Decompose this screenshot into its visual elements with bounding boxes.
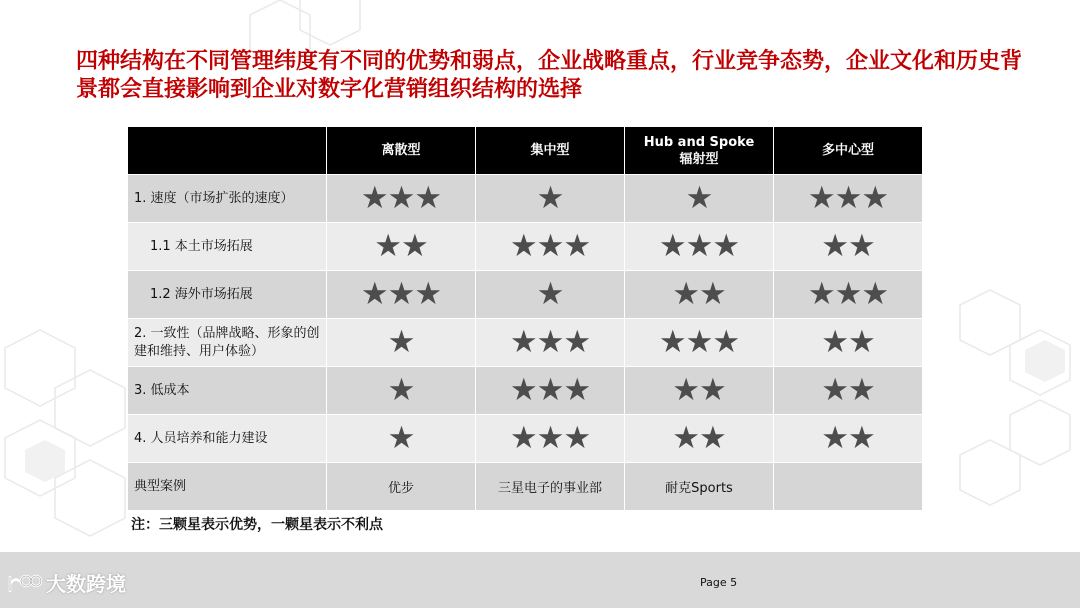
rating-stars: ★★ <box>774 415 923 463</box>
brand-logo <box>6 568 126 597</box>
row-label-low-cost: 3. 低成本 <box>128 367 327 415</box>
comparison-table <box>127 126 923 511</box>
example-cell <box>774 463 923 511</box>
header-hub-title: Hub and Spoke <box>643 134 755 150</box>
rating-stars: ★★★ <box>476 367 625 415</box>
header-hub-and-spoke <box>625 127 774 175</box>
rating-stars: ★★★ <box>625 223 774 271</box>
table-row <box>128 319 923 367</box>
row-label-talent: 4. 人员培养和能力建设 <box>128 415 327 463</box>
rating-stars: ★★★ <box>774 175 923 223</box>
table-row <box>128 415 923 463</box>
header-discrete: 离散型 <box>327 127 476 175</box>
table-row <box>128 223 923 271</box>
row-label-domestic: 1.1 本土市场拓展 <box>128 223 327 271</box>
rating-stars: ★ <box>327 319 476 367</box>
header-centralized: 集中型 <box>476 127 625 175</box>
row-label-consistency: 2. 一致性（品牌战略、形象的创建和维持、用户体验） <box>128 319 327 367</box>
logo-icon <box>6 571 42 595</box>
row-label-overseas: 1.2 海外市场拓展 <box>128 271 327 319</box>
rating-stars: ★★ <box>625 271 774 319</box>
table-row <box>128 271 923 319</box>
rating-stars: ★★★ <box>327 175 476 223</box>
table-row <box>128 367 923 415</box>
example-cell: 优步 <box>327 463 476 511</box>
page-number: Page 5 <box>700 576 738 589</box>
table-row <box>128 175 923 223</box>
example-cell: 耐克Sports <box>625 463 774 511</box>
table-header-row <box>128 127 923 175</box>
page-title: 四种结构在不同管理纬度有不同的优势和弱点，企业战略重点，行业竞争态势，企业文化和历史背景都会直接影响到企业对数字化营销组织结构的选择 <box>76 49 1023 102</box>
rating-stars: ★★ <box>327 223 476 271</box>
row-label-examples: 典型案例 <box>128 463 327 511</box>
comparison-table-container <box>127 126 923 511</box>
row-label-speed: 1. 速度（市场扩张的速度） <box>128 175 327 223</box>
rating-stars: ★★ <box>625 415 774 463</box>
rating-stars: ★ <box>476 175 625 223</box>
footnote: 注：三颗星表示优势，一颗星表示不利点 <box>131 517 383 533</box>
rating-stars: ★★ <box>774 319 923 367</box>
header-corner-cell <box>128 127 327 175</box>
rating-stars: ★★ <box>774 367 923 415</box>
rating-stars: ★ <box>327 415 476 463</box>
rating-stars: ★ <box>476 271 625 319</box>
rating-stars: ★★ <box>625 367 774 415</box>
example-cell: 三星电子的事业部 <box>476 463 625 511</box>
rating-stars: ★★★ <box>625 319 774 367</box>
footer-bar <box>0 552 1080 608</box>
rating-stars: ★★★ <box>327 271 476 319</box>
rating-stars: ★ <box>327 367 476 415</box>
rating-stars: ★★★ <box>476 223 625 271</box>
logo-text: 大数跨境 <box>46 572 126 596</box>
header-multi-center: 多中心型 <box>774 127 923 175</box>
rating-stars: ★★★ <box>476 415 625 463</box>
rating-stars: ★★★ <box>774 271 923 319</box>
rating-stars: ★★★ <box>476 319 625 367</box>
header-hub-subtitle: 辐射型 <box>679 151 719 167</box>
rating-stars: ★ <box>625 175 774 223</box>
table-row <box>128 463 923 511</box>
rating-stars: ★★ <box>774 223 923 271</box>
